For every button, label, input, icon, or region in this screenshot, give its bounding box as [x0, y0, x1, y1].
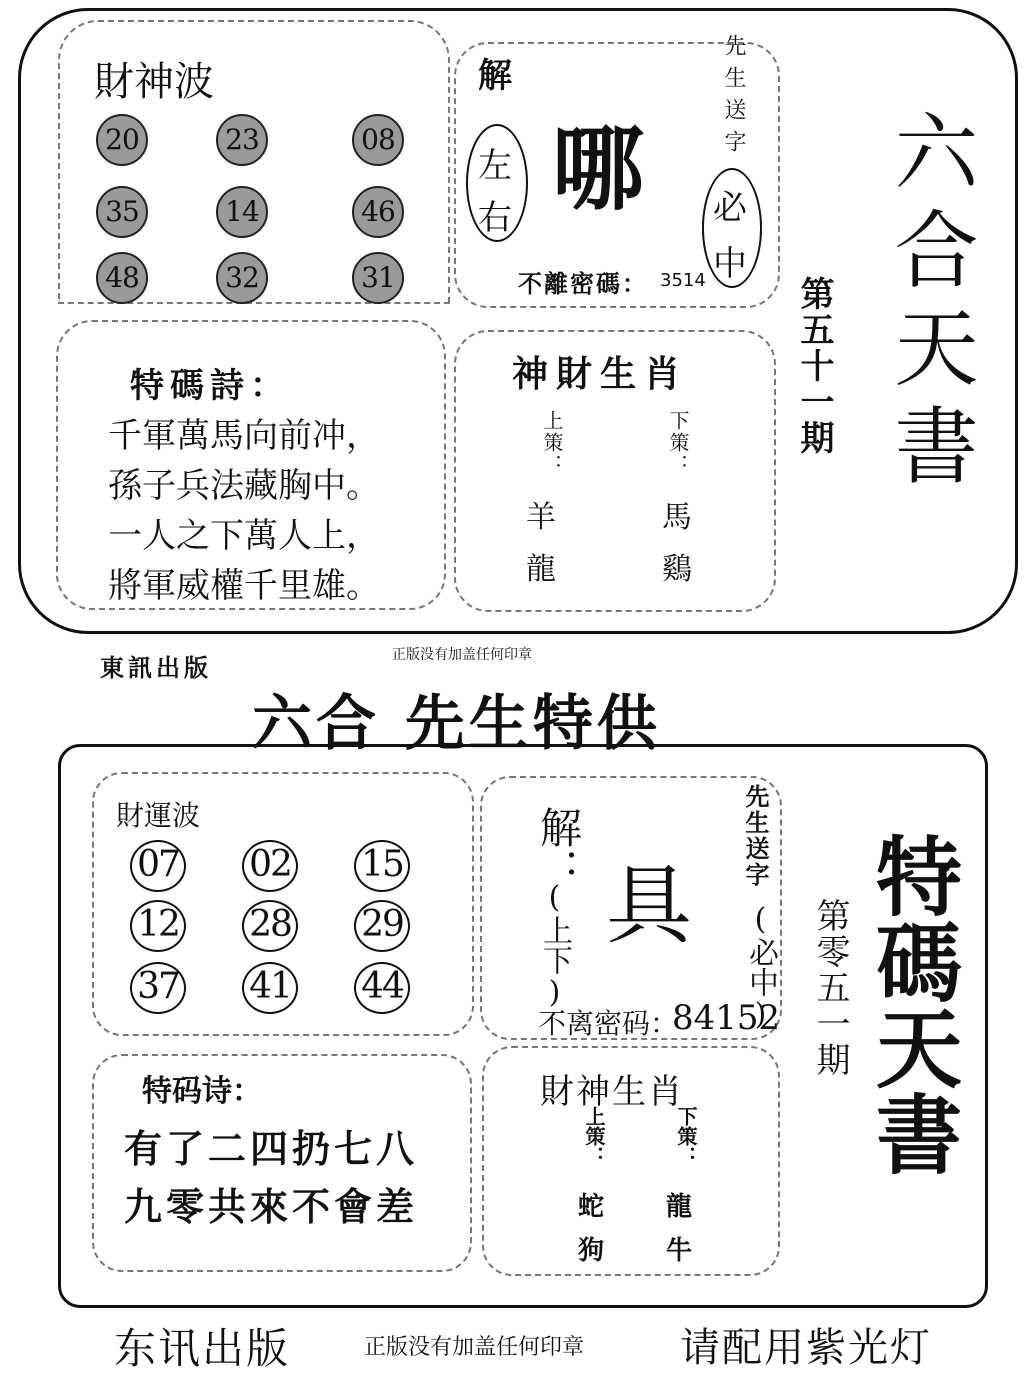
- footer-stamp-note: 正版没有加盖任何印章: [364, 1335, 585, 1360]
- bottom-jie-label: 解：: [534, 806, 583, 890]
- bottom-poem-line: 九零共來不會差: [124, 1185, 419, 1229]
- bottom-ball: 02: [242, 840, 298, 892]
- top-poem-line: 千軍萬馬向前冲，: [108, 416, 380, 456]
- top-mima-value: 3514: [660, 270, 706, 291]
- top-ball: 14: [216, 186, 268, 238]
- bottom-zodiac-title: 財神生肖: [540, 1072, 684, 1112]
- top-stamp-note: 正版没有加盖任何印章: [392, 647, 532, 663]
- top-zodiac-title: 神財生肖: [512, 353, 689, 395]
- top-ball: 48: [96, 252, 148, 304]
- bottom-paren-right: (必中): [743, 902, 778, 1032]
- top-oval-right-1: 必: [713, 188, 747, 228]
- bottom-lower-value: 龍: [666, 1192, 693, 1222]
- bottom-lower-label: 下策：: [674, 1106, 698, 1166]
- top-oval-left-2: 右: [478, 198, 512, 238]
- top-upper-value: 羊: [526, 500, 556, 535]
- top-upper-label: 上策：: [540, 410, 564, 476]
- top-big-char: 哪: [552, 116, 645, 223]
- bottom-xiansheng-song-zi: 先生送字: [741, 784, 770, 888]
- top-oval-right-2: 中: [713, 244, 747, 284]
- bottom-wave-title: 財運波: [116, 799, 201, 832]
- bottom-poem-title: 特码诗：: [142, 1074, 262, 1109]
- bottom-issue: 第零五一期: [810, 898, 850, 1078]
- top-main-title: 六合天書: [881, 108, 979, 500]
- top-ball: 32: [216, 252, 268, 304]
- bottom-ball: 41: [242, 962, 298, 1014]
- top-lower-value: 鷄: [662, 552, 692, 587]
- top-publisher: 東訊出版: [100, 653, 212, 682]
- top-wave-title: 財神波: [94, 59, 214, 105]
- bottom-lower-value: 牛: [666, 1236, 693, 1266]
- top-xiansheng-song-zi: 先生送字: [721, 34, 746, 162]
- top-poem-title: 特碼詩：: [130, 366, 290, 406]
- bottom-upper-value: 蛇: [578, 1192, 605, 1222]
- bottom-ball: 15: [354, 840, 410, 892]
- bottom-main-title: 特碼天書: [861, 832, 962, 1176]
- bottom-paren-left: (上下): [537, 880, 572, 1010]
- bottom-mima-value: 84152: [672, 998, 781, 1038]
- top-poem-line: 一人之下萬人上，: [108, 516, 380, 556]
- top-lower-value: 馬: [662, 500, 692, 535]
- top-ball: 23: [216, 114, 268, 166]
- top-ball: 08: [352, 114, 404, 166]
- bottom-ball: 07: [130, 840, 186, 892]
- top-mima-label: 不離密碼：: [518, 269, 648, 298]
- top-issue: 第五十一期: [794, 276, 834, 456]
- bottom-mima-label: 不离密码：: [538, 1007, 679, 1040]
- top-upper-value: 龍: [526, 552, 556, 587]
- bottom-upper-value: 狗: [578, 1236, 605, 1266]
- top-oval-left-1: 左: [478, 146, 512, 186]
- top-ball: 20: [96, 114, 148, 166]
- footer-uv-note: 请配用紫光灯: [680, 1325, 932, 1371]
- top-lower-label: 下策：: [666, 410, 690, 476]
- footer-publisher: 东讯出版: [114, 1324, 291, 1373]
- banner-title: 六合 先生特供: [252, 689, 661, 759]
- bottom-ball: 29: [354, 900, 410, 952]
- top-ball: 46: [352, 186, 404, 238]
- top-poem-line: 將軍威權千里雄。: [108, 566, 380, 606]
- top-ball: 31: [352, 252, 404, 304]
- top-poem-line: 孫子兵法藏胸中。: [108, 466, 380, 506]
- bottom-poem-line: 有了二四扔七八: [124, 1127, 419, 1171]
- bottom-ball: 28: [242, 900, 298, 952]
- bottom-ball: 37: [130, 962, 186, 1014]
- bottom-ball: 44: [354, 962, 410, 1014]
- bottom-ball: 12: [130, 900, 186, 952]
- bottom-big-char: 具: [606, 856, 692, 956]
- bottom-upper-label: 上策：: [582, 1106, 606, 1166]
- top-jie-label: 解: [478, 56, 512, 96]
- top-ball: 35: [96, 186, 148, 238]
